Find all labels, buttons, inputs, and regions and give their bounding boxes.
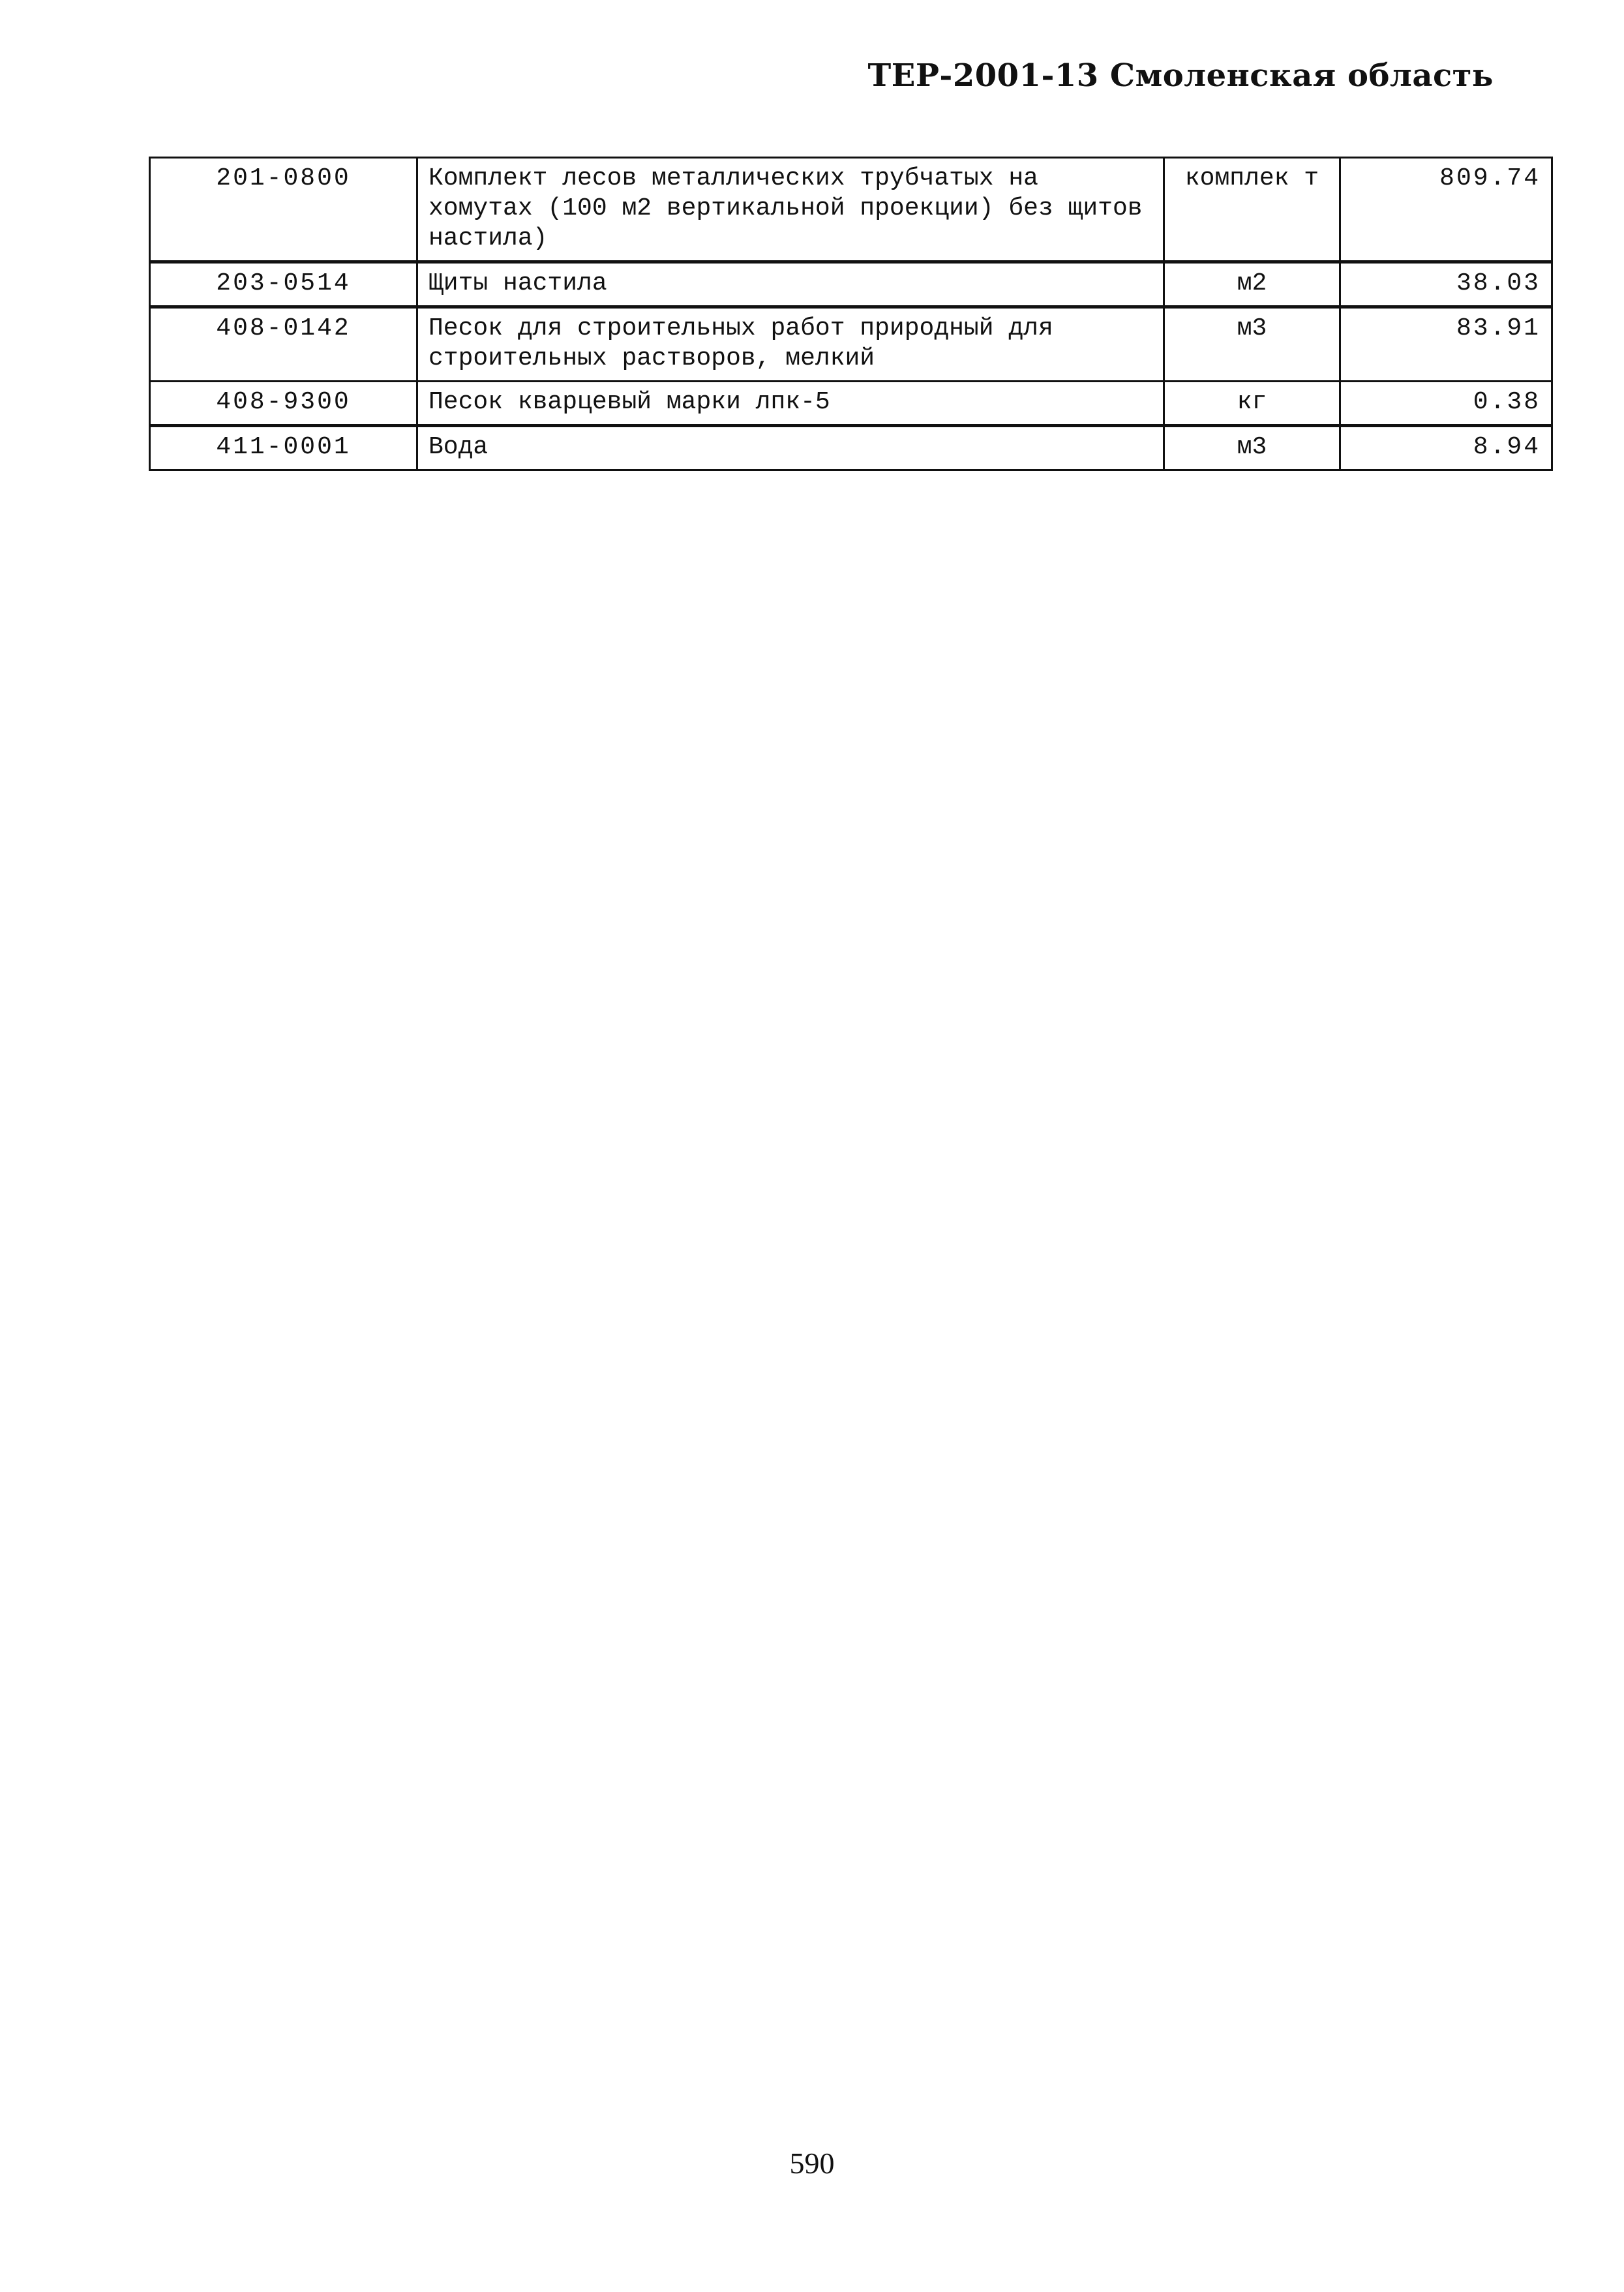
resource-price: 83.91 [1340,307,1552,382]
resource-name: Песок для строительных работ природный для строительных растворов, мелкий [417,307,1164,382]
resource-unit: кг [1164,382,1340,426]
resource-unit: м2 [1164,262,1340,307]
table-row [150,382,1552,426]
resource-name: Комплект лесов металлических трубчатых на хомутах (100 м2 вертикальной проекции) без щитов настила) [417,158,1164,262]
resource-code: 411-0001 [150,426,417,470]
resource-code: 203-0514 [150,262,417,307]
resource-unit: комплек т [1164,158,1340,262]
resource-price: 0.38 [1340,382,1552,426]
table-row [150,307,1552,382]
resource-code: 408-9300 [150,382,417,426]
resource-table [149,157,1553,471]
resource-unit: м3 [1164,307,1340,382]
resource-price: 809.74 [1340,158,1552,262]
table-row [150,262,1552,307]
table-row [150,158,1552,262]
resource-code: 408-0142 [150,307,417,382]
resource-name: Вода [417,426,1164,470]
table-row [150,426,1552,470]
resource-code: 201-0800 [150,158,417,262]
resource-name: Песок кварцевый марки лпк-5 [417,382,1164,426]
resource-unit: м3 [1164,426,1340,470]
resource-name: Щиты настила [417,262,1164,307]
resource-price: 8.94 [1340,426,1552,470]
page-header-title: ТЕР-2001-13 Смоленская область [867,57,1494,94]
page-number: 590 [789,2147,835,2180]
resource-price: 38.03 [1340,262,1552,307]
